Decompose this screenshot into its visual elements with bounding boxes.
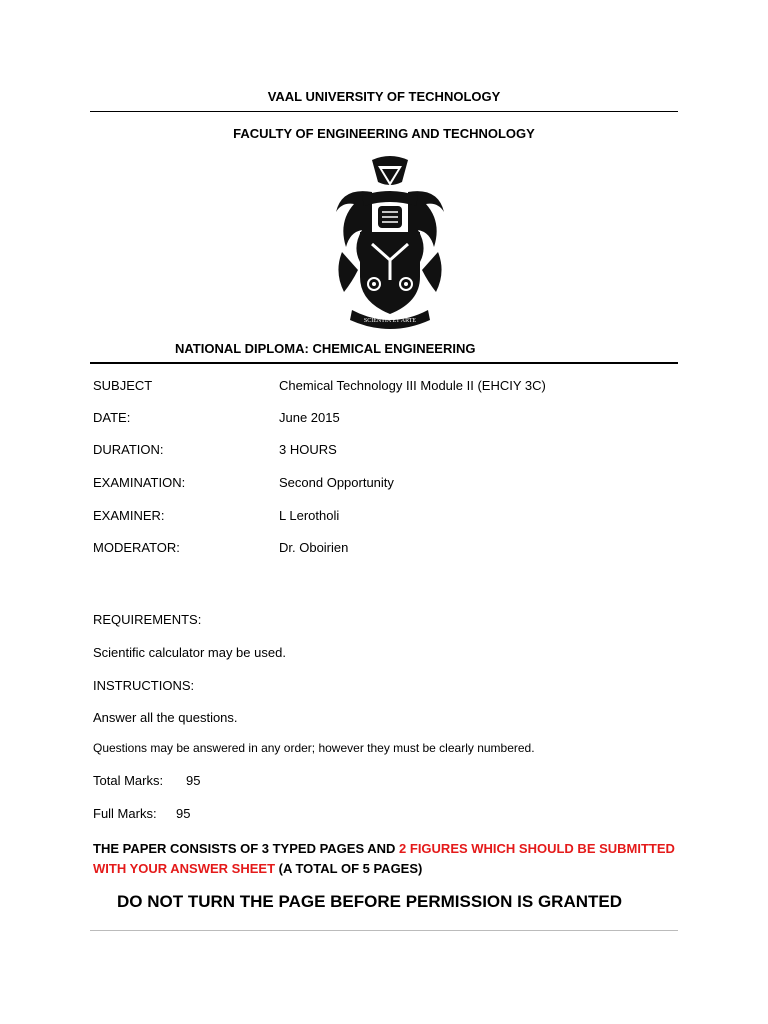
instruction-line: Questions may be answered in any order; however they must be clearly numbered. xyxy=(93,741,535,755)
detail-value: Second Opportunity xyxy=(279,475,394,490)
requirements-heading: REQUIREMENTS: xyxy=(93,612,202,627)
detail-value: 3 HOURS xyxy=(279,442,337,457)
detail-label: SUBJECT xyxy=(93,378,153,393)
faculty-name: FACULTY OF ENGINEERING AND TECHNOLOGY xyxy=(233,126,535,141)
paper-note-highlight: 2 FIGURES WHICH SHOULD BE SUBMITTED xyxy=(399,841,675,856)
diploma-title: NATIONAL DIPLOMA: CHEMICAL ENGINEERING xyxy=(175,341,476,356)
detail-label: EXAMINATION: xyxy=(93,475,186,490)
full-marks-value: 95 xyxy=(176,806,191,821)
crest-motto: SCIENTIA ET ARTE xyxy=(363,318,417,324)
detail-label: MODERATOR: xyxy=(93,540,180,555)
paper-note xyxy=(93,839,693,879)
divider-thick xyxy=(90,362,678,364)
detail-value: Chemical Technology III Module II (EHCIY 3C) xyxy=(279,378,546,393)
total-marks-value: 95 xyxy=(186,773,201,788)
total-marks-label: Total Marks: xyxy=(93,773,164,788)
detail-value: L Lerotholi xyxy=(279,508,340,523)
instruction-line: Answer all the questions. xyxy=(93,710,238,725)
instructions-heading: INSTRUCTIONS: xyxy=(93,678,195,693)
full-marks-label: Full Marks: xyxy=(93,806,157,821)
detail-value: June 2015 xyxy=(279,410,340,425)
detail-value: Dr. Oboirien xyxy=(279,540,349,555)
university-crest xyxy=(332,152,448,332)
divider xyxy=(90,111,678,112)
detail-label: DURATION: xyxy=(93,442,164,457)
paper-note-text: THE PAPER CONSISTS OF 3 TYPED PAGES AND xyxy=(93,841,400,856)
paper-note-text: (A TOTAL OF 5 PAGES) xyxy=(275,861,423,876)
university-name: VAAL UNIVERSITY OF TECHNOLOGY xyxy=(267,89,501,104)
detail-label: DATE: xyxy=(93,410,131,425)
divider-light xyxy=(90,930,678,931)
detail-label: EXAMINER: xyxy=(93,508,165,523)
permission-warning: DO NOT TURN THE PAGE BEFORE PERMISSION IS GRANTED xyxy=(117,892,622,911)
paper-note-highlight: WITH YOUR ANSWER SHEET xyxy=(93,861,276,876)
requirements-text: Scientific calculator may be used. xyxy=(93,645,286,660)
